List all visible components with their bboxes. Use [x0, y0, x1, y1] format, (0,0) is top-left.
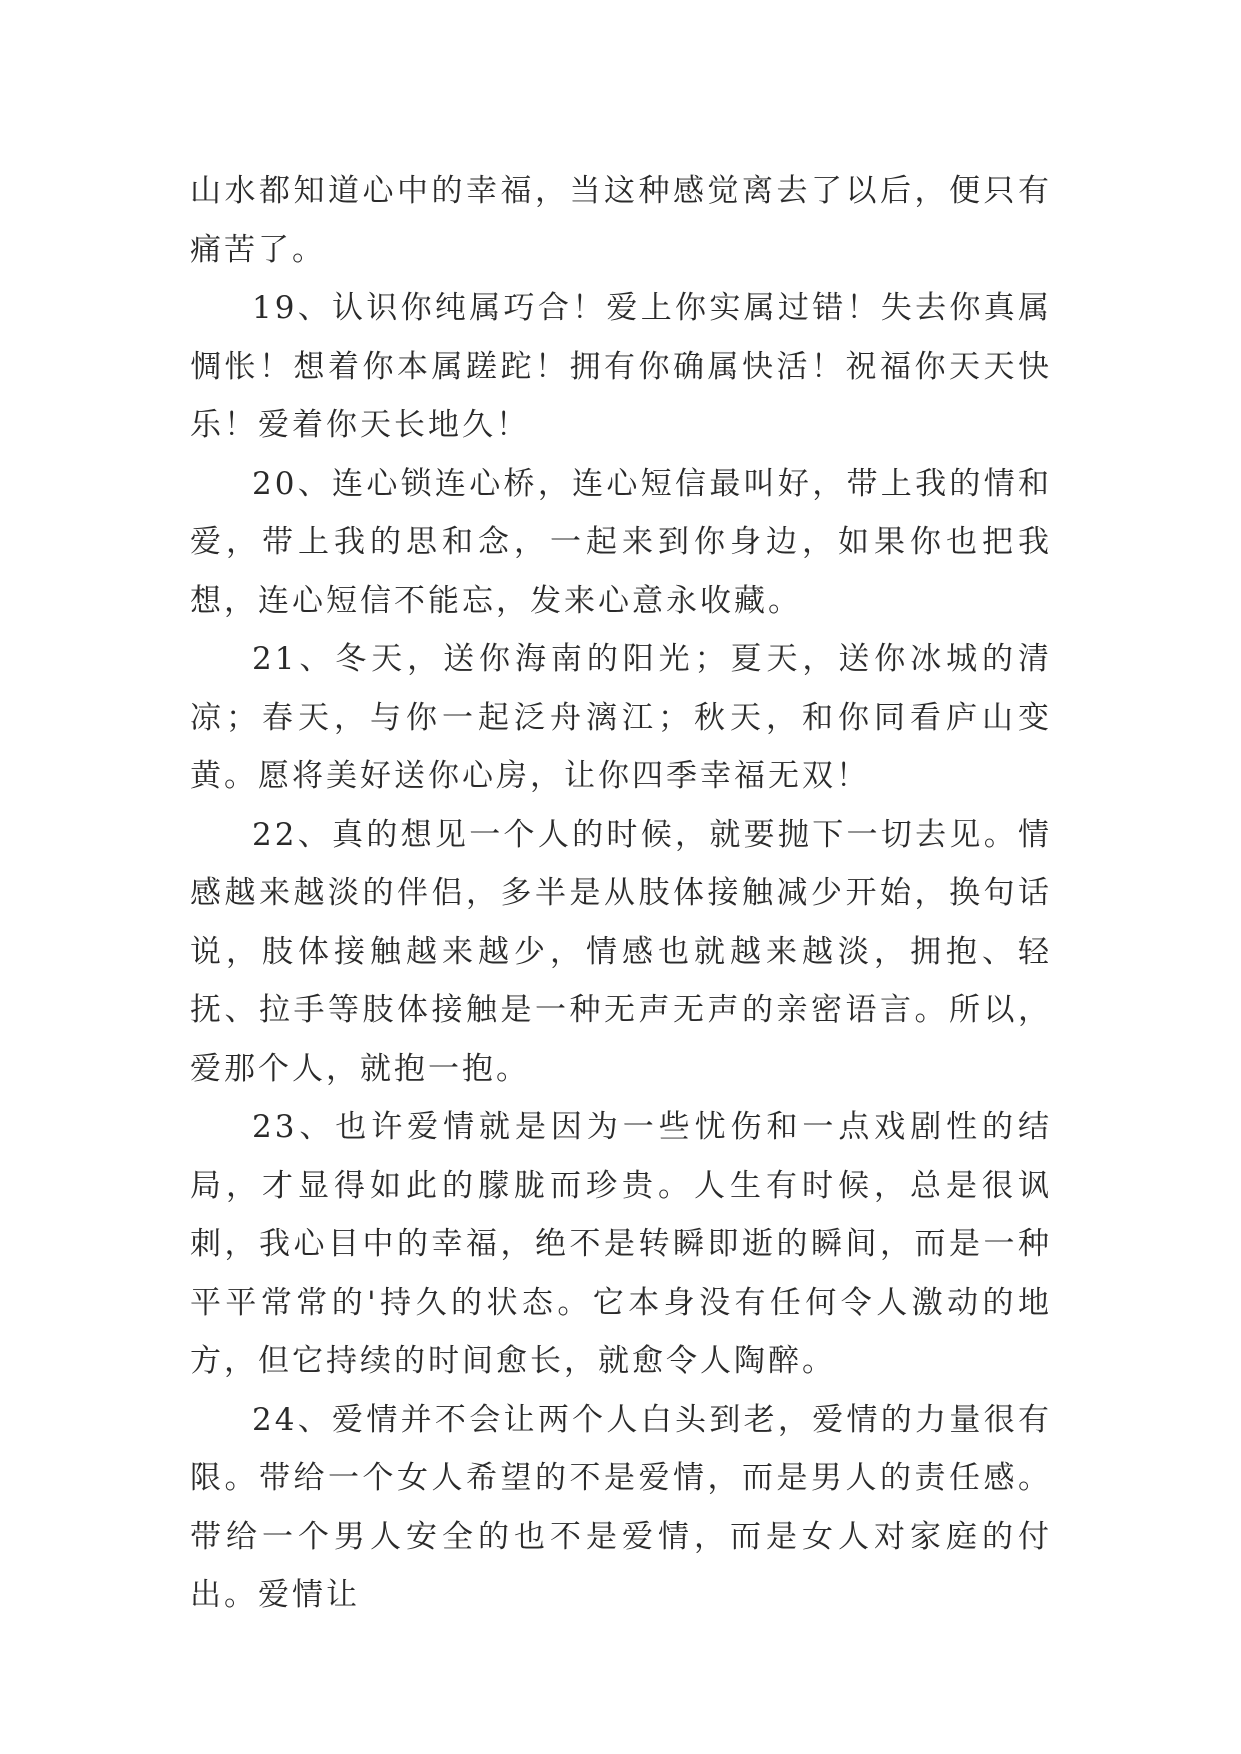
document-body [190, 162, 1052, 1625]
paragraph-continuation: 山水都知道心中的幸福，当这种感觉离去了以后，便只有痛苦了。 [190, 173, 1052, 268]
paragraph-22: 22、真的想见一个人的时候，就要抛下一切去见。情感越来越淡的伴侣，多半是从肢体接触减少开始，换句话说，肢体接触越来越少，情感也就越来越淡，拥抱、轻抚、拉手等肢体接触是一种无声无声的亲密语言。所以，爱那个人，就抱一抱。 [190, 816, 1052, 1087]
paragraph-24: 24、爱情并不会让两个人白头到老，爱情的力量很有限。带给一个女人希望的不是爱情，而是男人的责任感。带给一个男人安全的也不是爱情，而是女人对家庭的付出。爱情让 [190, 1401, 1052, 1613]
paragraph-20: 20、连心锁连心桥，连心短信最叫好，带上我的情和爱，带上我的思和念，一起来到你身边，如果你也把我想，连心短信不能忘，发来心意永收藏。 [190, 465, 1052, 619]
paragraph-21: 21、冬天，送你海南的阳光；夏天，送你冰城的清凉；春天，与你一起泛舟漓江；秋天，和你同看庐山变黄。愿将美好送你心房，让你四季幸福无双！ [190, 641, 1052, 794]
paragraph-23: 23、也许爱情就是因为一些忧伤和一点戏剧性的结局，才显得如此的朦胧而珍贵。人生有时候，总是很讽刺，我心目中的幸福，绝不是转瞬即逝的瞬间，而是一种平平常常的'持久的状态。它本身没有任何令人激动的地方，但它持续的时间愈长，就愈令人陶醉。 [190, 1109, 1052, 1379]
paragraph-19: 19、认识你纯属巧合！爱上你实属过错！失去你真属惆怅！想着你本属蹉跎！拥有你确属快活！祝福你天天快乐！爱着你天长地久！ [190, 290, 1052, 443]
